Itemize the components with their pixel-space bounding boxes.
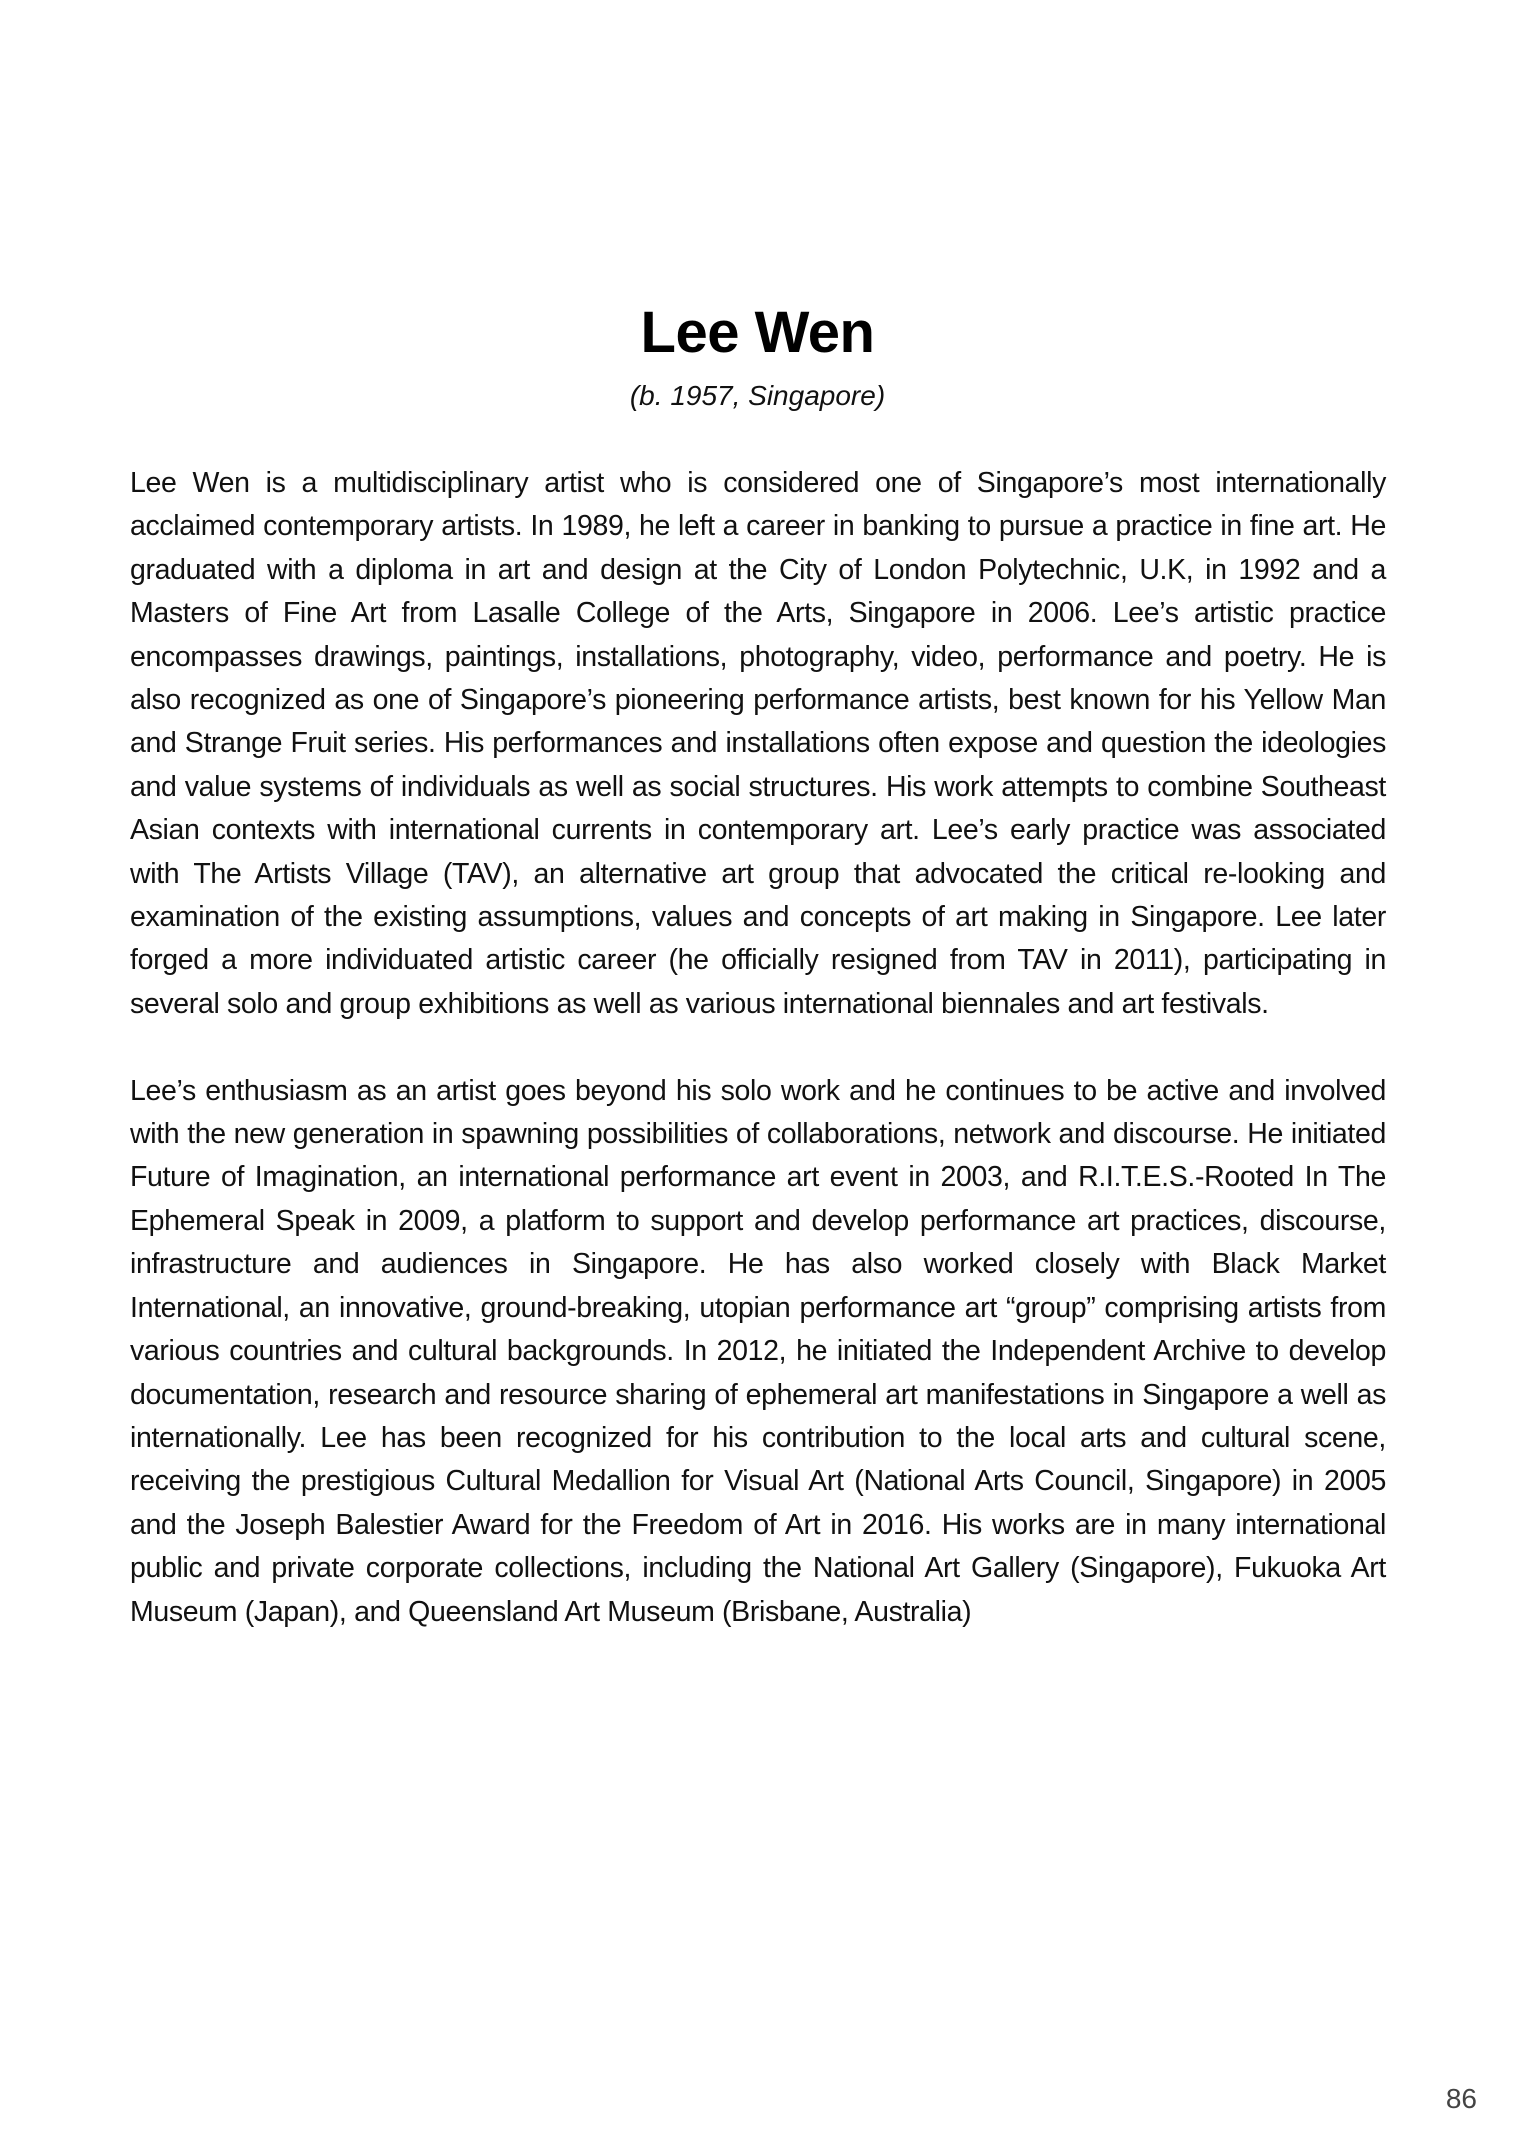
artist-birth-info: (b. 1957, Singapore) bbox=[629, 380, 886, 411]
biography-paragraph: Lee’s enthusiasm as an artist goes beyond his solo work and he continues to be active and involved with the new generation in spawning possibilities of collaborations, network and discourse. He initiated Future of Imagination, an international performance art event in 2003, and R.I.T.E.S.-Rooted In The Ephemeral Speak in 2009, a platform to support and develop performance art practices, discourse, infrastructure and audiences in Singapore. He has also worked closely with Black Market International, an innovative, ground-breaking, utopian performance art “group” comprising artists from various countries and cultural backgrounds. In 2012, he initiated the Independent Archive to develop documentation, research and resource sharing of ephemeral art manifestations in Singapore a well as internationally. Lee has been recognized for his contribution to the local arts and cultural scene, receiving the prestigious Cultural Medallion for Visual Art (National Arts Council, Singapore) in 2005 and the Joseph Balestier Award for the Freedom of Art in 2016. His works are in many international public and private corporate collections, including the National Art Gallery (Singapore), Fukuoka Art Museum (Japan), and Queensland Art Museum (Brisbane, Australia) bbox=[130, 1074, 1386, 1628]
biography-paragraph: Lee Wen is a multidisciplinary artist who is considered one of Singapore’s most internationally acclaimed contemporary artists. In 1989, he left a career in banking to pursue a practice in fine art. He graduated with a diploma in art and design at the City of London Polytechnic, U.K, in 1992 and a Masters of Fine Art from Lasalle College of the Arts, Singapore in 2006. Lee’s artistic practice encompasses drawings, paintings, installations, photography, video, performance and poetry. He is also recognized as one of Singapore’s pioneering performance artists, best known for his Yellow Man and Strange Fruit series. His performances and installations often expose and question the ideologies and value systems of individuals as well as social structures. His work attempts to combine Southeast Asian contexts with international currents in contemporary art. Lee’s early practice was associated with The Artists Village (TAV), an alternative art group that advocated the critical re-looking and examination of the existing assumptions, values and concepts of art making in Singapore. Lee later forged a more individuated artistic career (he officially resigned from TAV in 2011), participating in several solo and group exhibitions as well as various international biennales and art festivals. bbox=[130, 467, 1386, 1020]
artist-name-title: Lee Wen bbox=[640, 300, 875, 365]
biography-body bbox=[130, 462, 1386, 1677]
page-number: 86 bbox=[1445, 2083, 1477, 2114]
